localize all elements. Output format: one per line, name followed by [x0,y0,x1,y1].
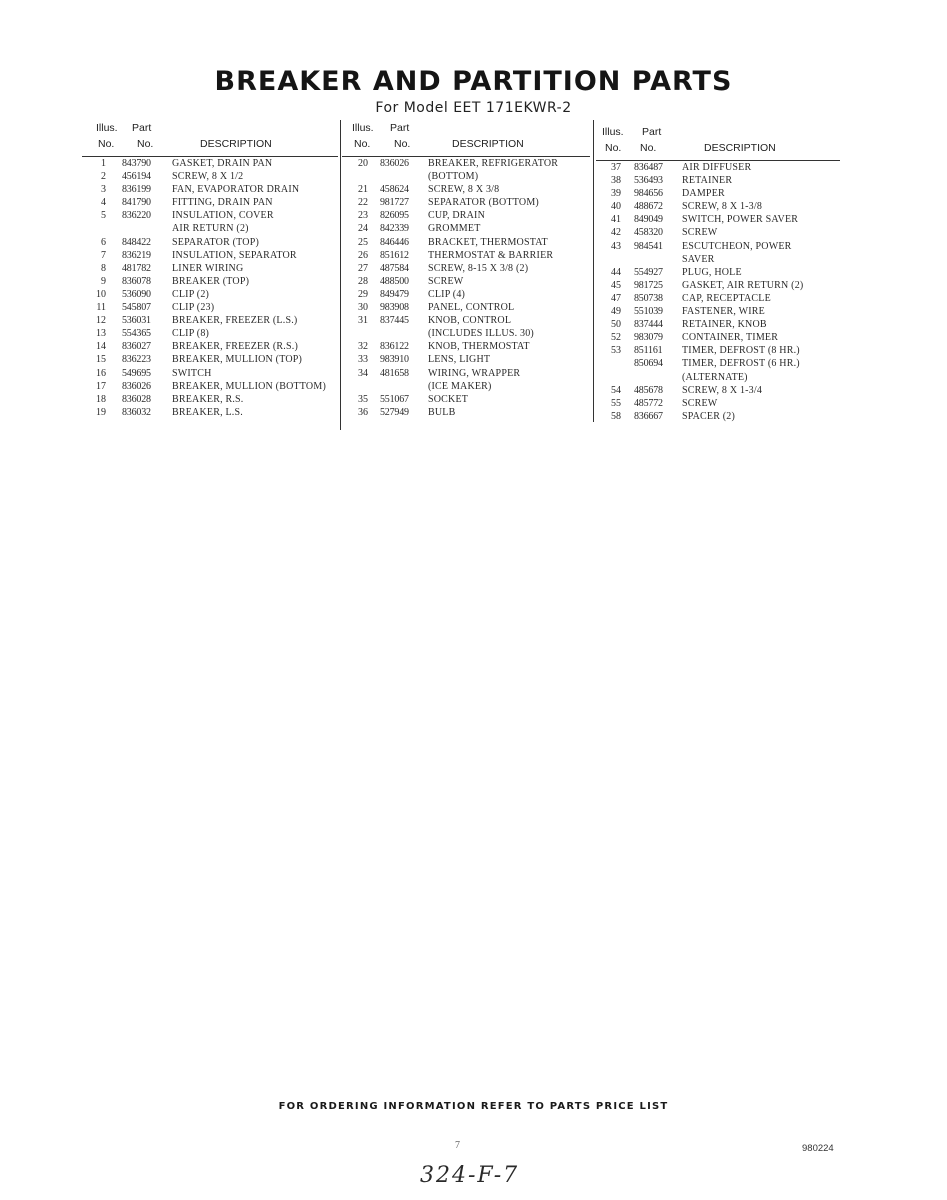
part-row [342,367,590,380]
part-row [596,397,840,410]
part-number: 836028 [122,393,151,405]
part-description: FASTENER, WIRE [682,306,765,318]
part-description: FAN, EVAPORATOR DRAIN [172,184,300,196]
part-description: LENS, LIGHT [428,354,491,366]
part-description: GASKET, DRAIN PAN [172,158,273,169]
illus-number: 42 [611,227,621,239]
part-number: 849479 [380,288,409,300]
part-description: THERMOSTAT & BARRIER [428,249,554,261]
part-description: CUP, DRAIN [428,210,486,222]
part-number: 549695 [122,367,151,379]
part-row [596,357,840,370]
part-row [82,183,338,196]
part-number: 836078 [122,275,151,287]
part-number: 458624 [380,184,409,196]
part-row [596,279,840,292]
illus-number: 13 [96,328,106,340]
column-header [82,118,338,157]
part-number: 536090 [122,288,151,300]
illus-number: 9 [101,275,106,287]
part-description: (ICE MAKER) [428,380,492,392]
illus-number: 15 [96,354,106,366]
part-number: 836199 [122,184,151,196]
part-description: BREAKER, MULLION (BOTTOM) [172,380,326,392]
page-title: BREAKER AND PARTITION PARTS [214,66,733,97]
part-row [82,314,338,327]
part-number: 983910 [380,354,409,366]
part-number: 981727 [380,197,409,209]
part-row [82,275,338,288]
part-description: SCREW [428,275,464,287]
part-description: (INCLUDES ILLUS. 30) [428,328,534,340]
part-number: 488500 [380,275,409,287]
illus-number: 28 [358,275,368,287]
illus-number: 44 [611,266,621,278]
illus-number: 37 [611,162,621,173]
part-description: CLIP (8) [172,328,210,340]
part-description: SCREW, 8-15 X 3/8 (2) [428,262,529,274]
part-row [342,249,590,262]
parts-column-2 [342,118,590,419]
illus-number: 34 [358,367,368,379]
illus-number: 55 [611,397,621,409]
part-description: TIMER, DEFROST (8 HR.) [682,345,800,357]
illus-number: 25 [358,236,368,248]
part-description: WIRING, WRAPPER [428,367,521,379]
illus-number: 10 [96,288,106,300]
part-row [596,318,840,331]
part-number: 836122 [380,341,409,353]
part-description: SCREW [682,397,718,409]
part-number: 849049 [634,214,663,226]
part-row [82,249,338,262]
illus-number: 58 [611,410,621,422]
part-row [342,236,590,249]
parts-column-1 [82,118,338,419]
part-description: PANEL, CONTROL [428,302,515,314]
part-description: CLIP (23) [172,302,215,314]
part-description: SEPARATOR (TOP) [172,236,260,248]
illus-number: 39 [611,188,621,200]
part-number: 481782 [122,262,151,274]
part-description: SCREW [682,227,718,239]
part-row [596,384,840,397]
illus-number: 45 [611,279,621,291]
part-description: (ALTERNATE) [682,371,748,383]
illus-number: 21 [358,184,368,196]
part-number: 836223 [122,354,151,366]
part-description: SAVER [682,253,715,265]
part-row [342,275,590,288]
part-row [342,170,590,183]
part-description: SCREW, 8 X 1-3/8 [682,201,763,213]
illus-number: 3 [101,184,106,196]
header-illus: Illus. [352,122,374,134]
illus-number: 36 [358,406,368,418]
part-row [82,327,338,340]
illus-number: 14 [96,341,106,353]
part-number: 846446 [380,236,409,248]
illus-number: 16 [96,367,106,379]
part-description: BREAKER, FREEZER (L.S.) [172,315,298,327]
part-description: AIR RETURN (2) [172,223,249,235]
illus-number: 27 [358,262,368,274]
part-description: SOCKET [428,393,469,405]
part-description: INSULATION, SEPARATOR [172,249,297,261]
parts-list [342,157,590,419]
part-number: 485678 [634,384,663,396]
part-number: 983908 [380,302,409,314]
part-description: BULB [428,406,456,418]
part-number: 485772 [634,397,663,409]
part-row [342,183,590,196]
illus-number: 52 [611,332,621,344]
part-row [596,253,840,266]
header-illus-no: No. [98,138,115,150]
part-description: KNOB, THERMOSTAT [428,341,530,353]
part-description: SPACER (2) [682,410,736,422]
part-number: 836220 [122,210,151,222]
part-description: FITTING, DRAIN PAN [172,197,273,209]
part-description: CONTAINER, TIMER [682,332,779,344]
part-description: TIMER, DEFROST (6 HR.) [682,358,800,370]
illus-number: 5 [101,210,106,222]
header-illus: Illus. [602,126,624,138]
part-row [596,410,840,423]
part-number: 984656 [634,188,663,200]
illus-number: 53 [611,345,621,357]
document-code: 980224 [802,1143,834,1154]
part-description: SWITCH [172,367,212,379]
part-number: 551039 [634,306,663,318]
part-number: 983079 [634,332,663,344]
part-number: 836219 [122,249,151,261]
part-row [596,187,840,200]
illus-number: 11 [96,302,106,314]
illus-number: 20 [358,158,368,169]
part-description: GASKET, AIR RETURN (2) [682,279,804,291]
illus-number: 18 [96,393,106,405]
part-row [82,262,338,275]
part-number: 487584 [380,262,409,274]
parts-column-3 [596,118,840,422]
model-subtitle: For Model EET 171EKWR-2 [375,100,572,116]
part-description: INSULATION, COVER [172,210,274,222]
illus-number: 22 [358,197,368,209]
illus-number: 29 [358,288,368,300]
part-number: 981725 [634,279,663,291]
header-description: DESCRIPTION [452,138,524,150]
header-part: Part [642,126,662,138]
illus-number: 32 [358,341,368,353]
part-row [342,222,590,235]
part-number: 836667 [634,410,663,422]
part-number: 843790 [122,158,151,169]
part-description: CLIP (2) [172,288,210,300]
illus-number: 47 [611,292,621,304]
part-description: BREAKER, FREEZER (R.S.) [172,341,298,353]
part-description: PLUG, HOLE [682,266,742,278]
header-part-no: No. [394,138,411,150]
illus-number: 12 [96,315,106,327]
header-part-no: No. [640,142,657,154]
header-description: DESCRIPTION [704,142,776,154]
part-row [82,301,338,314]
part-row [82,236,338,249]
part-number: 851161 [634,345,663,357]
column-divider [340,120,341,430]
illus-number: 8 [101,262,106,274]
part-row [82,196,338,209]
column-divider [593,120,594,422]
illus-number: 1 [101,158,106,169]
part-row [342,406,590,419]
part-number: 836026 [122,380,151,392]
illus-number: 50 [611,319,621,331]
part-number: 851612 [380,249,409,261]
part-number: 536493 [634,175,663,187]
header-illus: Illus. [96,122,118,134]
part-row [342,157,590,170]
part-number: 848422 [122,236,151,248]
part-description: DAMPER [682,188,725,200]
part-row [82,353,338,366]
part-description: BREAKER (TOP) [172,275,250,287]
part-row [342,314,590,327]
part-description: LINER WIRING [172,262,244,274]
part-number: 836487 [634,162,663,173]
illus-number: 41 [611,214,621,226]
illus-number: 26 [358,249,368,261]
part-row [596,344,840,357]
column-header [342,118,590,157]
part-row [82,406,338,419]
illus-number: 35 [358,393,368,405]
part-number: 527949 [380,406,409,418]
part-description: BREAKER, REFRIGERATOR [428,158,559,169]
illus-number: 54 [611,384,621,396]
part-row [596,371,840,384]
part-row [596,200,840,213]
part-row [342,209,590,222]
part-row [82,209,338,222]
illus-number: 43 [611,240,621,252]
part-number: 837444 [634,319,663,331]
part-row [596,240,840,253]
part-row [596,226,840,239]
part-row [596,305,840,318]
part-description: SWITCH, POWER SAVER [682,214,799,226]
part-description: SCREW, 8 X 1-3/4 [682,384,763,396]
part-row [342,262,590,275]
illus-number: 17 [96,380,106,392]
part-number: 488672 [634,201,663,213]
part-row [342,380,590,393]
handwritten-page-number: 324-F-7 [420,1163,520,1188]
part-row [82,340,338,353]
part-row [596,213,840,226]
part-description: CAP, RECEPTACLE [682,292,771,304]
part-row [82,367,338,380]
part-number: 554927 [634,266,663,278]
part-row [342,196,590,209]
part-number: 984541 [634,240,663,252]
part-row [342,301,590,314]
part-description: RETAINER, KNOB [682,319,767,331]
part-description: GROMMET [428,223,481,235]
part-number: 456194 [122,171,151,183]
illus-number: 24 [358,223,368,235]
header-illus-no: No. [354,138,371,150]
parts-list [82,157,338,419]
part-description: KNOB, CONTROL [428,315,512,327]
illus-number: 30 [358,302,368,314]
part-number: 551067 [380,393,409,405]
part-description: BREAKER, L.S. [172,406,243,418]
header-part: Part [132,122,152,134]
part-number: 826095 [380,210,409,222]
part-description: BREAKER, R.S. [172,393,244,405]
illus-number: 49 [611,306,621,318]
part-description: BREAKER, MULLION (TOP) [172,354,303,366]
part-number: 836027 [122,341,151,353]
illus-number: 2 [101,171,106,183]
part-row [82,222,338,235]
part-number: 841790 [122,197,151,209]
part-description: RETAINER [682,175,733,187]
header-part: Part [390,122,410,134]
header-illus-no: No. [605,142,622,154]
part-description: ESCUTCHEON, POWER [682,240,792,252]
part-row [82,380,338,393]
illus-number: 7 [101,249,106,261]
illus-number: 38 [611,175,621,187]
illus-number: 33 [358,354,368,366]
part-description: SEPARATOR (BOTTOM) [428,197,539,209]
part-number: 842339 [380,223,409,235]
part-number: 836026 [380,158,409,169]
part-row [596,292,840,305]
part-row [596,331,840,344]
page-mark: 7 [455,1140,460,1151]
part-row [82,157,338,170]
part-row [342,340,590,353]
parts-list [596,161,840,423]
part-description: (BOTTOM) [428,171,479,183]
part-number: 837445 [380,315,409,327]
part-number: 536031 [122,315,151,327]
part-row [342,393,590,406]
illus-number: 19 [96,406,106,418]
part-row [342,327,590,340]
part-row [82,393,338,406]
header-part-no: No. [137,138,154,150]
ordering-note: FOR ORDERING INFORMATION REFER TO PARTS PRICE LIST [278,1101,669,1112]
part-number: 481658 [380,367,409,379]
illus-number: 40 [611,201,621,213]
column-header [596,122,840,161]
part-number: 850738 [634,292,663,304]
part-description: CLIP (4) [428,288,466,300]
part-number: 850694 [634,358,663,370]
part-description: BRACKET, THERMOSTAT [428,236,548,248]
part-description: SCREW, 8 X 3/8 [428,184,500,196]
part-row [342,353,590,366]
part-row [82,170,338,183]
illus-number: 6 [101,236,106,248]
part-number: 836032 [122,406,151,418]
part-row [596,174,840,187]
part-number: 458320 [634,227,663,239]
illus-number: 4 [101,197,106,209]
part-row [342,288,590,301]
part-row [596,161,840,174]
part-description: SCREW, 8 X 1/2 [172,171,244,183]
illus-number: 31 [358,315,368,327]
part-row [82,288,338,301]
part-number: 554365 [122,328,151,340]
part-description: AIR DIFFUSER [682,162,752,173]
part-number: 545807 [122,302,151,314]
header-description: DESCRIPTION [200,138,272,150]
part-row [596,266,840,279]
illus-number: 23 [358,210,368,222]
